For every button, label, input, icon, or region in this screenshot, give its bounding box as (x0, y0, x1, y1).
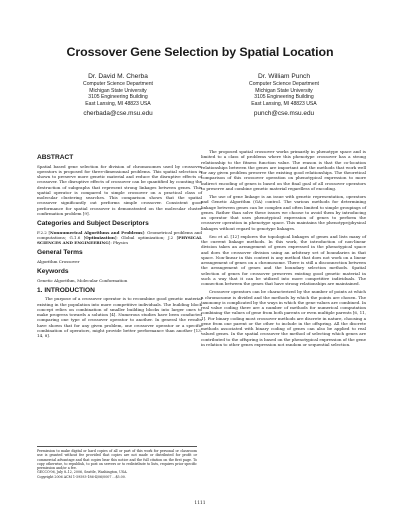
author-city: East Lansing, MI 48823 USA (251, 100, 317, 107)
author-univ: Michigan State University (255, 87, 313, 94)
author-block-2 (204, 73, 364, 118)
body-paragraph: The proposed spatial crossover works primarily in phenotype space and is limited to a class of problems where this phenotype crossover has a strong relationship to the fitness function value. The reason is that the co-location relationships between the genes are important and the methods that work well for any given problem preserve the existing good relationships. The theoretical comparison of this crossover operation on phenotypical expression to more indirect encoding of genes is based on the final goal of all crossover operators to preserve and combine genetic material regardless of encoding. (201, 149, 366, 191)
copyright-footnote (37, 446, 197, 479)
author-univ: Michigan State University (89, 87, 147, 94)
author-dept: Computer Science Department (83, 81, 153, 87)
author-building: 3105 Engineering Building (88, 94, 148, 100)
body-paragraph: Seo et al. [12] explores the topological linkages of genes and lists many of the current linkage methods. In this work, the introduction of non-linear division takes an arrangement of genes expressed in the phenotypical space and does the crossover division using an arbitrary set of boundaries in that space. Non-linear in this context is any method that does not work on a linear arrangement of genes on a chromosome. There is still a disconnection between the arrangement of genes and the boundary selection methods. Spatial selection of genes for crossover preserves existing good genetic material in such a way that it can be utilized into more competitive individuals. The connection between the genes that have strong relationships are maintained. (201, 233, 366, 286)
right-column (201, 149, 366, 350)
copyright-line: Copyright 2006 ACM 1-59593-186-4/06/0007 ...$5.00. (37, 474, 126, 479)
left-column (37, 150, 202, 341)
keywords-heading: Keywords (37, 268, 69, 275)
author-building: 3105 Engineering Building (254, 94, 314, 100)
categories-heading: Categories and Subject Descriptors (37, 220, 149, 227)
body-paragraph: Crossover operators can be characterized by the number of points at which a chromosome is divided and the methods by which the points are chosen. The taxonomy is complicated by the ways in which the gene values are combined. In real value coding there are a number of methods for numerical computation combining the values of gene from both parents or even multiple parents [6, 11, 1]. For binary coding most crossover methods are discrete in nature, choosing a gene from one parent or the other to include in the offspring. All the discrete methods associated with binary coding of genes can also be applied to real valued genes. In the spatial crossover the method of selecting which genes are contributed to the offspring is based on the phenotypical expression of the gene in relation to other genes expression not random or sequential selection. (201, 289, 366, 347)
author-dept: Computer Science Department (249, 81, 319, 87)
introduction-heading: 1. INTRODUCTION (37, 286, 95, 294)
conference-line: GECCO'06, July 8–12, 2006, Seattle, Washington, USA. (37, 470, 128, 475)
author-block-1 (38, 73, 198, 118)
author-city: East Lansing, MI 48823 USA (85, 100, 151, 107)
permission-notice: Permission to make digital or hard copies of all or part of this work for personal or classroom use is granted without fee provided that copies are not made or distributed for profit or commercial advantage and that copies bear this notice and the full citation on the first page. To copy otherwise, to republish, to post on servers or to redistribute to lists, requires prior specific permission and/or a fee. (37, 449, 197, 471)
general-terms-text: Algorithm Crossover (37, 258, 80, 264)
author-email: cherbada@cse.msu.edu (83, 110, 153, 117)
author-email: punch@cse.msu.edu (253, 110, 315, 117)
author-name: Dr. William Punch (257, 73, 311, 80)
page-number: 1111 (194, 501, 206, 506)
author-name: Dr. David M. Cherba (88, 73, 148, 80)
categories-text: F.2.2 [Nonnumerical Algorithms and Problems]: Geometrical problems and computations; G.1.6 [Optimization]: Global optimization; J.2 [PHYSICAL SCIENCES AND ENGINEERING]: Physics (37, 229, 203, 245)
introduction-text: The purpose of a crossover operator is to recombine good genetic material existing in the population into more competitive individuals. The building block concept relies on combination of smaller building blocks into larger ones to make progress towards a solution [4]. Numerous studies have been conducted comparing one type of crossover operator to another. In general the results have shown that for any given problem, one crossover operator or a specific combination of operators, might provide better performance than another [13, 14, 8]. (37, 296, 202, 338)
paper-title: Crossover Gene Selection by Spatial Location (66, 45, 334, 59)
general-terms-heading: General Terms (37, 249, 83, 257)
abstract-heading: ABSTRACT (37, 154, 74, 161)
abstract-text: Spatial based gene selection for division of chromosomes used by crossover operators is proposed for three-dimensional problems. This spatial selection is shown to preserve more genetic material and reduce the disruptive effects of crossover. The disruptive effects of crossover can be quantified by counting the destruction of subgraphs that represent strong linkages between genes. This spatial operator is compared to simple crossover on a practical class of molecular clustering searches. This comparison shows that the spatial crossover significantly out performs simple crossover. Consistent good performance for spatial crossover is demonstrated on the molecular cluster confirmation problem [9]. (37, 163, 202, 216)
keywords-text: Genetic Algorithm, Molecular Conformation (37, 277, 128, 283)
body-paragraph: The use of gene linkage is an issue with genetic representation, operators and Genetic Algorithm (GA) control. The various methods for determining linkage between genes can be complex and often limited to simple groupings of genes. Rather than solve these issues we choose to avoid them by introducing an operator that uses phenotypical expression of genes to perform the crossover operation in phenotype space. This maintains the phenotype/physical linkages without regard to genotype linkages. (201, 194, 366, 231)
